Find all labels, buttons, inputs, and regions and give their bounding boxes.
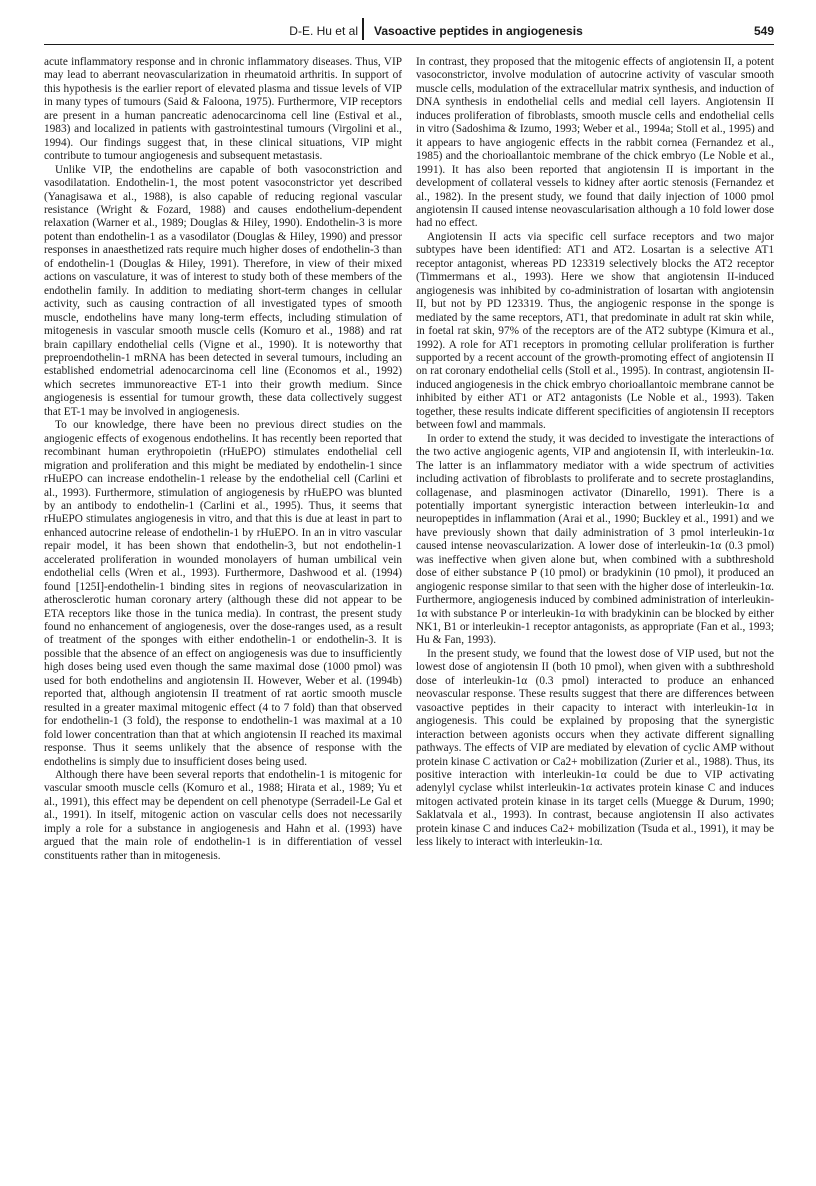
running-header [44, 18, 774, 44]
paragraph: acute inflammatory response and in chronic inflammatory diseases. Thus, VIP may lead to aberrant neovascularization in rheumatoid arthritis. In support of this hypothesis is the earlier report of elevated plasma and tissue levels of VIP in many types of tumours (Said & Faloona, 1975). Furthermore, VIP receptors are present in a human pancreatic adenocarcinoma cell line (Estival et al., 1983) and localized in patients with gastrointestinal tumours (Virgolini et al., 1994). Our findings suggest that, in these clinical situations, VIP might contribute to tumour angiogenesis and subsequent metastasis. [44, 56, 402, 163]
running-header-title: Vasoactive peptides in angiogenesis [374, 24, 583, 38]
page-number: 549 [753, 24, 774, 38]
paragraph: In order to extend the study, it was decided to investigate the interactions of the two active angiogenic agents, VIP and angiotensin II, with interleukin-1α. The latter is an inflammatory mediator with a wide spectrum of activities including activation of fibroblasts to proliferate and to secrete prostaglandins, collagenase, and plasminogen activator (Dinarello, 1991). There is a potentially important synergistic interaction between interleukin-1α and neuropeptides in inflammation (Arai et al., 1990; Buckley et al., 1991) and we have previously shown that daily administration of 3 pmol interleukin-1α caused intense neovascularization. A lower dose of interleukin-1α (0.3 pmol) was ineffective when given alone but, when combined with a subthreshold dose of either substance P (10 pmol) or bradykinin (10 pmol), it produced an angiogenic response similar to that seen with the higher dose of interleukin-1α. Furthermore, angiogenesis induced by combined administration of interleukin-1α with substance P or interleukin-1α with bradykinin can be blocked by either NK1, B1 or interleukin-1 receptor antagonists, as appropriate (Fan et al., 1993; Hu & Fan, 1993). [416, 432, 774, 647]
paragraph: To our knowledge, there have been no previous direct studies on the angiogenic effects of exogenous endothelins. It has recently been reported that recombinant human erythropoietin (rHuEPO) stimulates endothelial cell migration and proliferation and this might be mediated by endothelin-1 since rHuEPO can increase endothelin-1 release by the endothelial cell (Carlini et al., 1993). Furthermore, stimulation of angiogenesis by rHuEPO was blunted by an antibody to endothelin-1 (Carlini et al., 1995). Thus, it seems that rHuEPO stimulates angiogenesis in vitro, and that this is due at least in part to enhanced autocrine release of endothelin-1 by rHuEPO. In an in vitro vascular repair model, it has been shown that endothelin-3, but not endothelin-1 accelerated proliferation in wounded monolayers of human umbilical vein endothelial cells (Wren et al., 1993). Furthermore, Dashwood et al. (1994) found [125I]-endothelin-1 binding sites in regions of neovascularization in atherosclerotic human coronary artery (although these did not appear to be ETA receptors like those in the tunica media). In contrast, the present study found no enhancement of angiogenesis, over the dose-ranges used, as a result of treatment of the sponges with either endothelin-1 or endothelin-3. It is possible that the absence of an effect on angiogenesis was due to insufficiently high doses being used even though the same maximal dose (1000 pmol) was used for both endothelins and angiotensin II. However, Weber et al. (1994b) reported that, although angiotensin II treatment of rat aortic smooth muscle resulted in a greater maximal mitogenic effect (4 to 7 fold) than that observed for endothelin-1 (3 fold), the response to endothelin-1 was maximal at a 10 fold lower concentration than that at which angiotensin II reached its maximal response. Thus it seems unlikely that the absence of response with the endothelins is simply due to insufficient doses being used. [44, 419, 402, 768]
header-rule [44, 44, 774, 45]
paragraph: In the present study, we found that the lowest dose of VIP used, but not the lowest dose of angiotensin II (both 10 pmol), when given with a subthreshold dose of interleukin-1α (0.3 pmol) interacted to produce an enhanced neovascular response. These results suggest that there are differences between vasoactive peptides in their capacity to interact with interleukin-1α in angiogenesis. This could be explained by proposing that the synergistic interaction between agonists occurs when they activate different signalling pathways. The effects of VIP are mediated by elevation of cyclic AMP without protein kinase C activation or Ca2+ mobilization (Zurier et al., 1988). Thus, its positive interaction with interleukin-1α could be due to VIP activating adenylyl cyclase whilst interleukin-1α activates protein kinase C and induces mitogen activated protein kinase in its target cells (Muegge & Durum, 1990; Saklatvala et al., 1993). In contrast, because angiotensin II also activates protein kinase C and induces Ca2+ mobilization (Tsuda et al., 1991), it may be less likely to interact with interleukin-1α. [416, 647, 774, 849]
paragraph: Unlike VIP, the endothelins are capable of both vasoconstriction and vasodilatation. Endothelin-1, the most potent vasoconstrictor yet described (Yanagisawa et al., 1988), is also capable of reducing regional vascular resistance (Wright & Fozard, 1988) and causes endothelium-dependent relaxation (Warner et al., 1989; Douglas & Hiley, 1990). Endothelin-3 is more potent than endothelin-1 as a vasodilator (Douglas & Hiley, 1990) and pressor responses in anaesthetized rats require much higher doses of endothelin-3 than of endothelin-1 (Douglas & Hiley, 1991). Therefore, in view of their mixed actions on vasculature, it was of interest to study both of these members of the endothelin family. In addition to mediating short-term changes in cellular activity, such as causing contraction of all investigated types of smooth muscle, endothelins have many long-term effects, including stimulation of mitogenesis in vascular smooth muscle cells (Komuro et al., 1988) and rat brain capillary endothelial cells (Vigne et al., 1990). It is noteworthy that preproendothelin-1 mRNA has been detected in several tumours, including an established endometrial adenocarcinoma cell line (Economos et al., 1992) which secretes immunoreactive ET-1 into their growth medium. Since angiogenesis is essential for tumour growth, these data collectively suggest that ET-1 may be involved in angiogenesis. [44, 163, 402, 418]
right-column [416, 56, 774, 850]
paragraph: Although there have been several reports that endothelin-1 is mitogenic for vascular smooth muscle cells (Komuro et al., 1988; Hirata et al., 1989; Yu et al., 1991), this effect may be dependent on cell phenotype (Serradeil-Le Gal et al., 1991). In itself, mitogenic action on vascular cells does not necessarily imply a role for a substance in angiogenesis and Hahn et al. (1993) have argued that the main role of endothelin-1 is in differentiation of vessel constituents rather than in mitogenesis. [44, 769, 402, 862]
paragraph: Angiotensin II acts via specific cell surface receptors and two major subtypes have been identified: AT1 and AT2. Losartan is a selective AT1 receptor antagonist, whereas PD 123319 selectively blocks the AT2 receptor (Timmermans et al., 1993). Here we show that angiotensin II-induced angiogenesis was inhibited by co-administration of losartan with angiotensin II, but not by PD 123319. Thus, the angiogenic response in the sponge is mediated by the same receptors, AT1, that predominate in adult rat skin while, in foetal rat skin, 97% of the receptors are of the AT2 subtype (Kimura et al., 1992). A role for AT1 receptors in promoting cellular proliferation is further supported by a recent account of the growth-promoting effect of angiotensin II on rat coronary endothelial cells (Stoll et al., 1995). In contrast, angiotensin II-induced angiogenesis in the chick embryo chorioallantoic membrane cannot be inhibited by either AT1 or AT2 antagonists (Le Noble et al., 1993). Taken together, these results indicate different specificities of angiotensin II receptors between fowl and mammals. [416, 230, 774, 432]
running-header-authors: D-E. Hu et al [289, 24, 358, 38]
paragraph: In contrast, they proposed that the mitogenic effects of angiotensin II, a potent vasoconstrictor, involve modulation of autocrine activity of vascular smooth muscle cells, modulation of the extracellular matrix synthesis, and induction of DNA synthesis in endothelial cells and medial cell layers. Angiotensin II induces proliferation of fibroblasts, smooth muscle cells and endothelial cells in vitro (Sadoshima & Izumo, 1993; Weber et al., 1994a; Stoll et al., 1995) and it appears to have angiogenic effects in the rabbit cornea (Fernandez et al., 1985) and the chorioallantoic membrane of the chick embryo (Le Noble et al., 1991). It has also been reported that angiotensin II is important in the development of collateral vessels to kidney after aortic stenosis (Fernandez et al., 1982). In the present study, we found that daily injection of 1000 pmol angiotensin II caused intense neovascularisation although a 10 fold lower dose had no effect. [416, 56, 774, 230]
header-separator [362, 18, 364, 40]
left-column [44, 56, 402, 863]
